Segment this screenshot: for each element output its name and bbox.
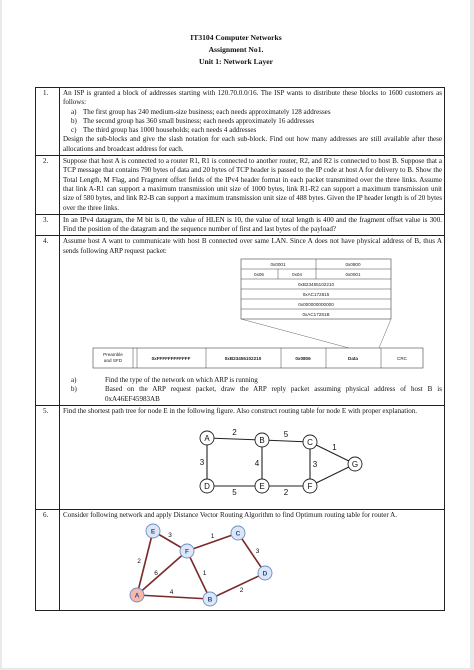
node-label: D [262, 569, 268, 577]
edge-A-F [137, 551, 187, 595]
edge-weight: 6 [154, 569, 158, 577]
edge-weight: 2 [239, 586, 244, 594]
node-label: C [307, 438, 313, 448]
sub-item [71, 117, 442, 126]
sub-item-label: a) [71, 107, 77, 116]
sub-item [71, 376, 442, 385]
questions-table [35, 87, 445, 611]
arp-field: 0xB23455102210 [297, 282, 335, 288]
node-label: D [204, 482, 210, 492]
edge-weight: 3 [199, 458, 205, 468]
unit-title: Unit 1: Network Layer [198, 57, 274, 66]
shortest-path-graph [185, 416, 375, 508]
frame-field: Data [348, 356, 358, 362]
sub-item-text: The first group has 240 medium-size business; each needs approximately 128 addresses [83, 107, 331, 116]
question-number: 3. [36, 214, 60, 236]
frame-field: 0xB23455102210 [224, 356, 262, 362]
node-label: E [150, 527, 156, 535]
sub-item-text: Based on the ARP request packet, draw the ARP reply packet assuming physical address of host B is 0xA46EF45983AB [105, 385, 442, 403]
edge-weight: 5 [232, 488, 237, 498]
edge-weight: 2 [232, 428, 237, 438]
question-text: Suppose that host A is connected to a router R1, R1 is connected to another router, R2, and R2 is connected to host B. Suppose that a TCP message that contains 790 bytes of data and 20 bytes of TCP header is passed to the IP code at host A for delivery to B. Show the Total Length, M Flag, and Fragment offset fields of the IPv4 header format in each packet transmitted over the three links. Assume that link A-R1 can support a maximum transmission unit size of 1000 bytes, link R1-R2 can support a maximum transmission unit size of 580 bytes, and link R2-B can support a maximum transmission unit size of 488 bytes. Given the IP header length is of 20 bytes over the three links. [63, 157, 442, 212]
question-row [36, 156, 445, 215]
sub-item-label: b) [71, 385, 77, 394]
edge-weight: 4 [254, 459, 260, 469]
sub-item-text: The second group has 360 small business; each needs approximately 16 addresses [83, 116, 315, 125]
sub-item [71, 108, 442, 117]
edge-weight: 3 [255, 547, 260, 555]
question-text: Find the shortest path tree for node E in the following figure. Also construct routing table for node E with proper explanation. [63, 406, 418, 415]
distance-vector-graph [125, 521, 280, 609]
assignment-page [2, 0, 470, 668]
arp-packet-figure [91, 256, 461, 376]
edge-weight: 4 [169, 588, 174, 596]
edge-weight: 1 [332, 443, 337, 453]
question-body [60, 214, 445, 236]
edge-A-B [137, 595, 210, 599]
edge-weight: 1 [202, 569, 207, 577]
question-row [36, 88, 445, 156]
question-number: 6. [36, 510, 60, 610]
edge-A-B [207, 438, 262, 440]
node-label: B [207, 595, 213, 603]
arp-field: 0x0001 [270, 262, 286, 268]
node-label: E [259, 482, 265, 492]
edge-weight: 1 [210, 532, 215, 540]
arp-field: 0x06 [254, 272, 264, 278]
question-number: 5. [36, 405, 60, 509]
question-text: Consider following network and apply Distance Vector Routing Algorithm to find Optimum routing table for router A. [63, 511, 397, 520]
question-row [36, 510, 445, 610]
frame-field: 0x0806 [295, 356, 311, 362]
edge-weight: 2 [137, 557, 141, 565]
question-text: An ISP is granted a block of addresses starting with 120.70.0.0/16. The ISP wants to distribute these blocks to 1600 customers as follows: [63, 89, 442, 107]
node-label: B [259, 436, 265, 446]
frame-field: CRC [397, 356, 407, 362]
assignment-title: Assignment No1. [208, 45, 264, 54]
node-label: F [307, 482, 313, 492]
arp-field: 0x0800 [345, 262, 361, 268]
arp-field: 0x0001 [345, 272, 361, 278]
edge-weight: 3 [312, 460, 318, 470]
sub-item-label: c) [71, 126, 77, 135]
question-body [60, 405, 445, 509]
question-text: In an IPv4 datagram, the M bit is 0, the value of HLEN is 10, the value of total length is 400 and the fragment offset value is 300. Find the position of the datagram and the sequence number of first and last bytes of the payload? [63, 215, 442, 234]
question-body [60, 88, 445, 156]
arp-field: 0xAC172815 [302, 292, 330, 298]
question-text: Design the sub-blocks and give the slash notation for each sub-block. Find out how many addresses are still available after these allocations and broadcast address for each. [63, 135, 442, 153]
sub-item-text: The third group has 1000 households; each needs 4 addresses [83, 126, 257, 135]
sub-item-label: a) [71, 376, 77, 385]
question-row [36, 236, 445, 405]
node-label: C [235, 529, 241, 537]
edge-F-B [187, 551, 210, 599]
edge-B-D [210, 573, 265, 599]
sub-item [71, 126, 442, 135]
sub-item-label: b) [71, 116, 77, 125]
arp-field: 0x04 [292, 272, 302, 278]
node-label: A [204, 434, 210, 444]
question-row [36, 214, 445, 236]
node-label: F [185, 547, 189, 555]
frame-field: Preamble and SFD [103, 352, 123, 364]
question-number: 1. [36, 88, 60, 156]
arp-field: 0x000000000000 [298, 302, 334, 308]
arp-field: 0xAC17281B [302, 312, 330, 318]
course-title: IT3104 Computer Networks [190, 33, 282, 42]
sub-item-text: Find the type of the network on which ARP is running [105, 376, 258, 385]
edge-weight: 2 [283, 488, 289, 498]
question-row [36, 405, 445, 509]
question-text: Assume host A want to communicate with host B connected over same LAN. Since A does not have physical address of B, thus A sends following ARP request packet: [63, 237, 442, 255]
node-label: A [134, 591, 140, 599]
question-number: 4. [36, 236, 60, 405]
edge-weight: 3 [168, 531, 172, 539]
edge-weight: 5 [283, 430, 289, 440]
question-number: 2. [36, 156, 60, 215]
sub-item [71, 385, 442, 404]
question-body [60, 156, 445, 215]
node-label: G [351, 460, 359, 470]
question-body [60, 236, 445, 405]
frame-field: 0xFFFFFFFFFFFF [151, 356, 191, 362]
question-body [60, 510, 445, 610]
